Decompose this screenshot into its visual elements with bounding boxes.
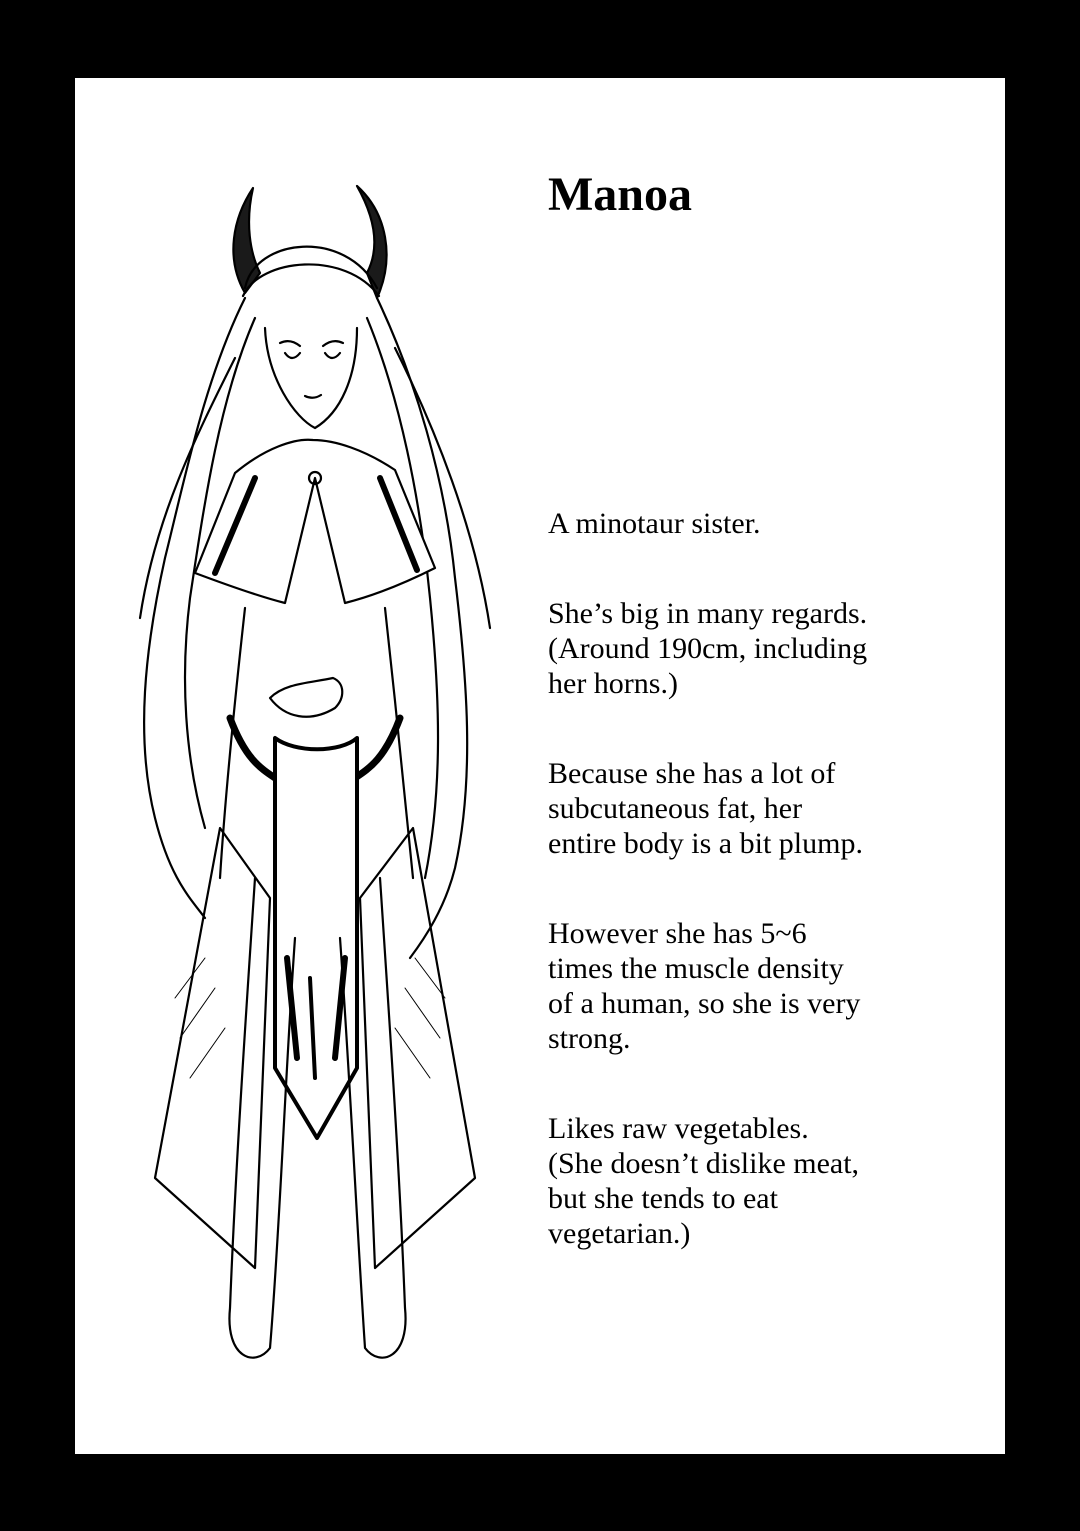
bio-line: times the muscle density [548,952,844,985]
bio-line: subcutaneous fat, her [548,792,803,825]
bio-line: vegetarian.) [548,1217,691,1250]
bio-paragraph-3 [548,756,988,861]
bio-line: her horns.) [548,667,678,700]
character-bio [548,506,988,1251]
character-illustration [95,178,525,1378]
bio-line: She’s big in many regards. [548,597,868,630]
bio-paragraph-2 [548,596,988,701]
bio-line: A minotaur sister. [548,507,761,540]
bio-line: (Around 190cm, including [548,632,868,665]
bio-line: However she has 5~6 [548,917,807,950]
bio-line: Because she has a lot of [548,757,836,790]
character-profile-page [75,78,1005,1454]
bio-paragraph-4 [548,916,988,1056]
bio-line: strong. [548,1022,631,1055]
bio-line: of a human, so she is very [548,987,861,1020]
bio-line: entire body is a bit plump. [548,827,863,860]
character-name: Manoa [548,168,692,221]
bio-line: but she tends to eat [548,1182,778,1215]
bio-line: (She doesn’t dislike meat, [548,1147,860,1180]
bio-paragraph-1 [548,506,988,541]
bio-line: Likes raw vegetables. [548,1112,809,1145]
bio-paragraph-5 [548,1111,988,1251]
